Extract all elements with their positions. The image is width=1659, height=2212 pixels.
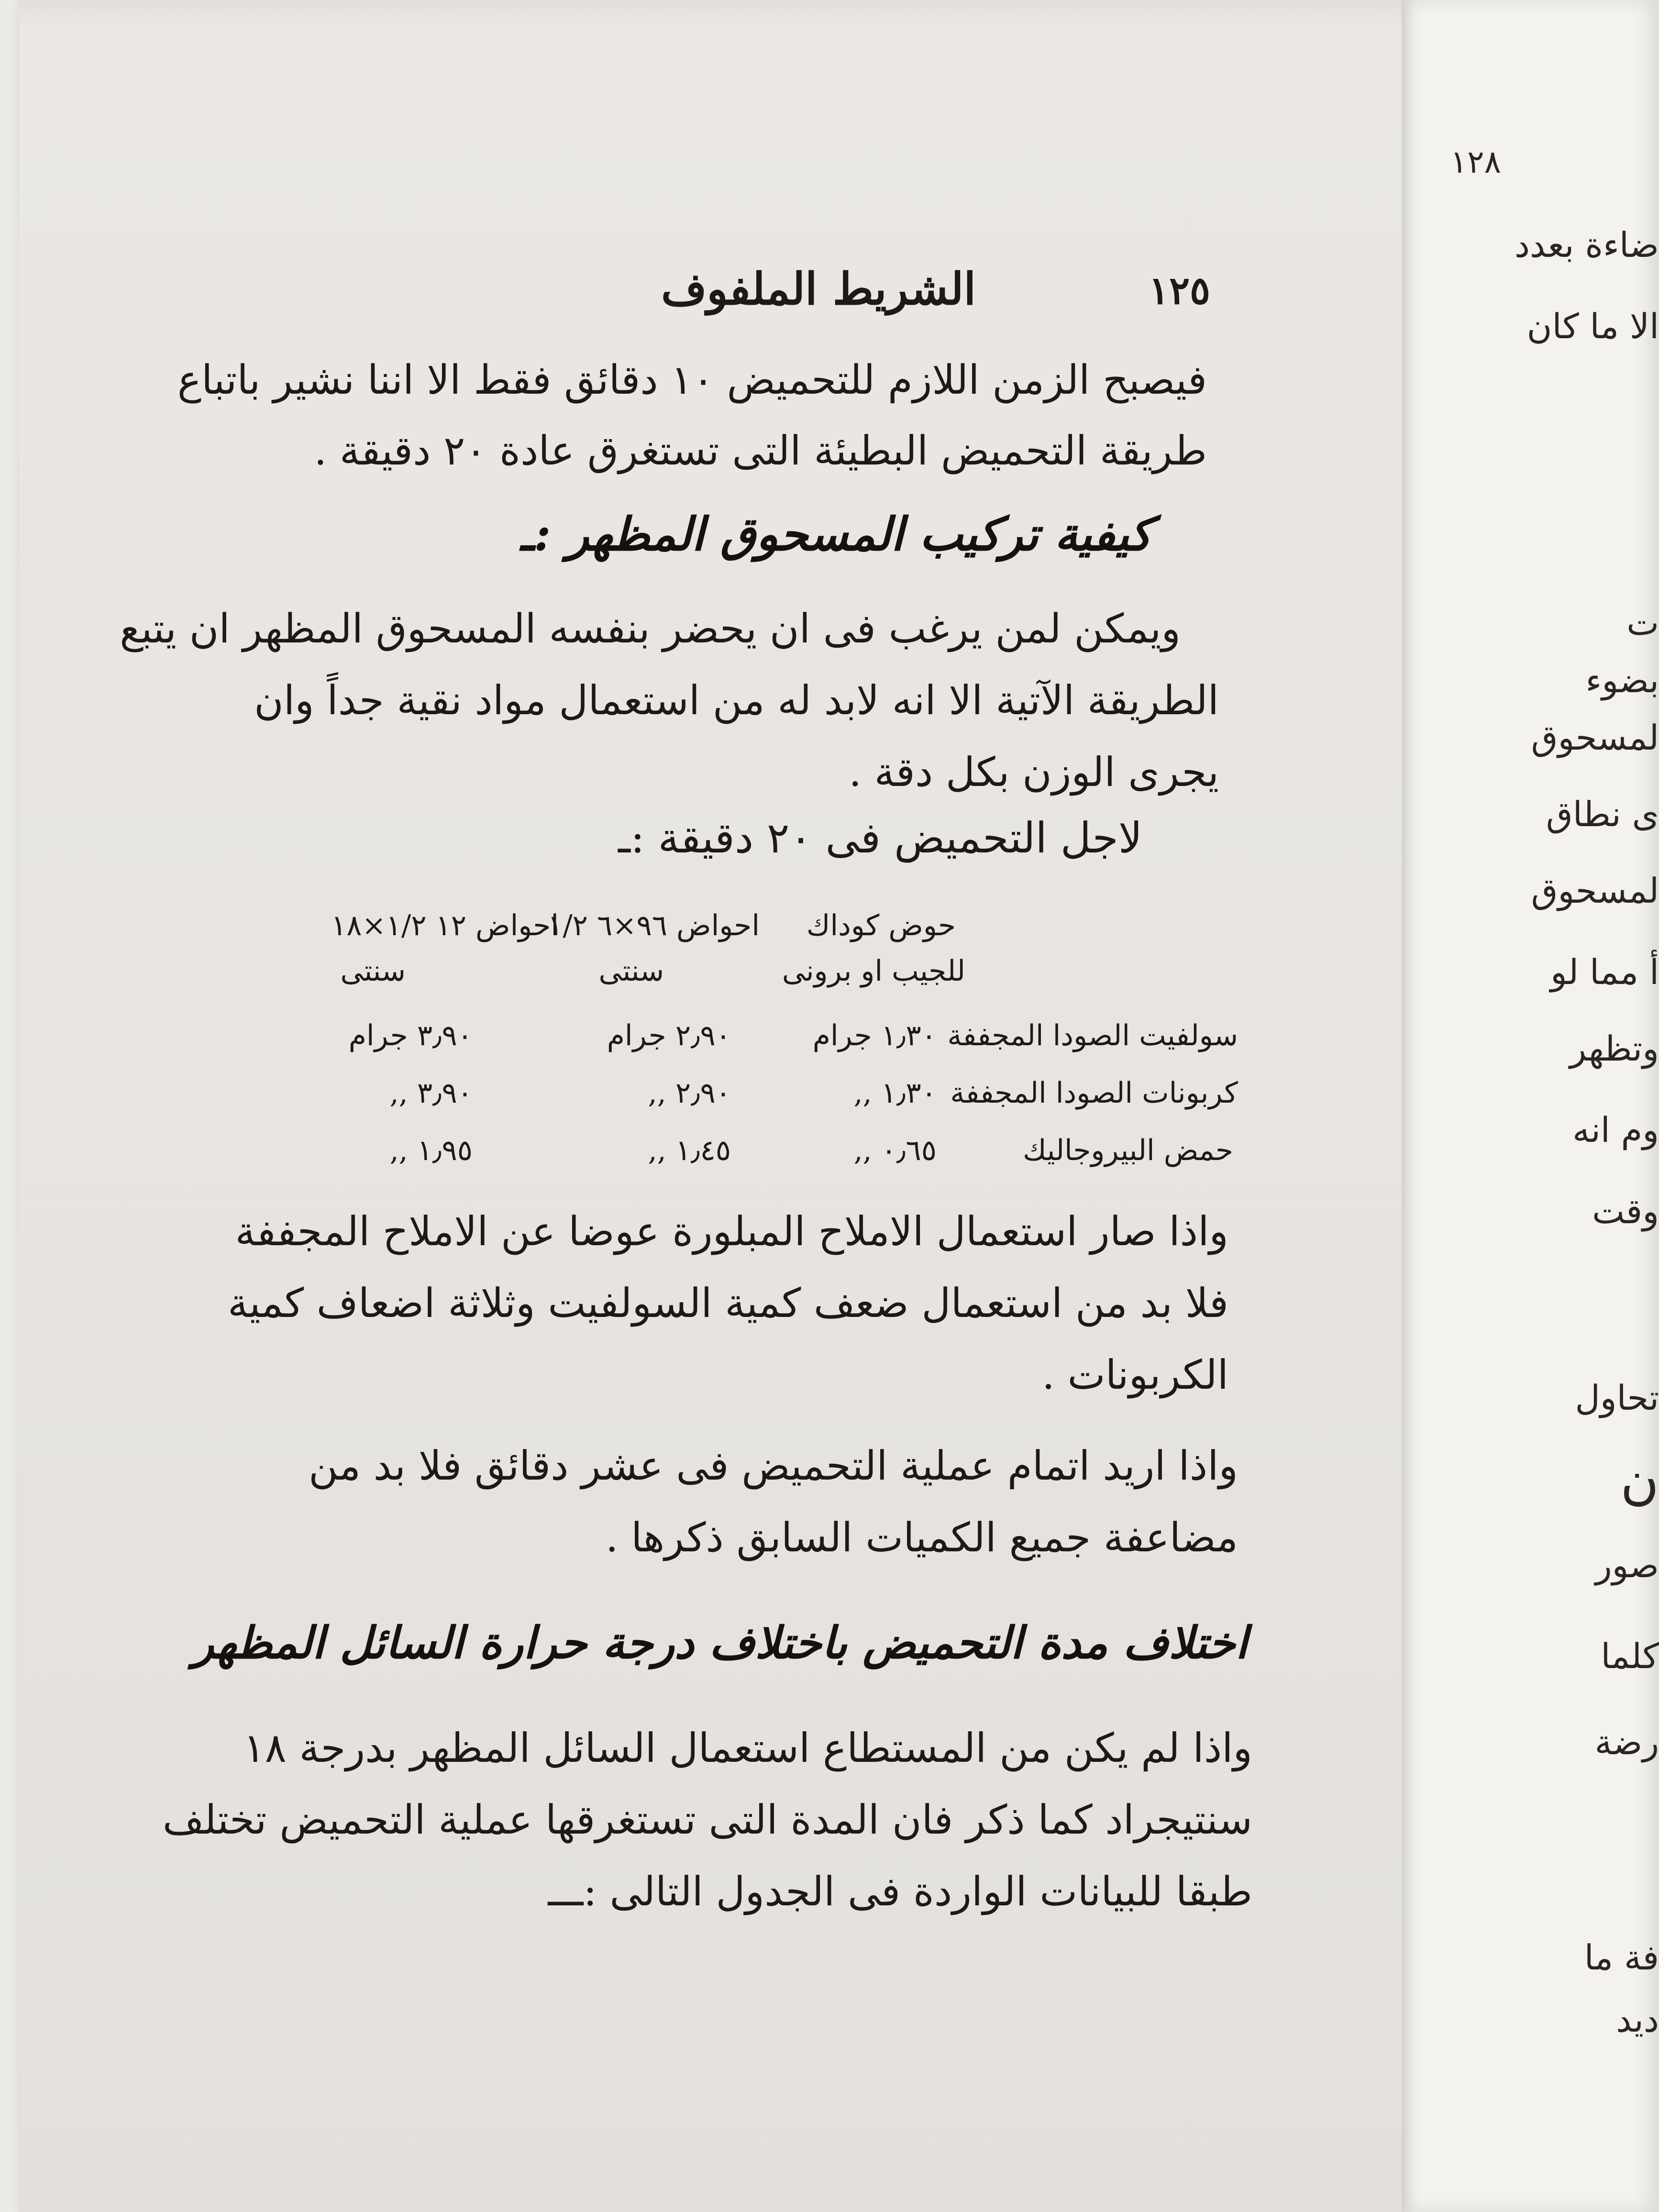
intro-line: طريقة التحميض البطيئة التى تستغرق عادة ٢٠ دقيقة . <box>314 427 1207 474</box>
right-page-fragment: رضة <box>1594 1722 1659 1762</box>
page-number: ١٢٥ <box>1149 268 1210 313</box>
right-page-fragment: بضوء <box>1585 660 1659 700</box>
section-heading: كيفية تركيب المسحوق المظهر :ـ <box>520 507 1152 561</box>
right-page-fragment: صور <box>1595 1545 1659 1585</box>
table-row-label: حمض البيروجاليك <box>1023 1134 1233 1167</box>
section2-line: سنتيجراد كما ذكر فان المدة التى تستغرقها عملية التحميض تختلف <box>162 1796 1252 1843</box>
right-page-fragment: وتظهر <box>1570 1029 1659 1069</box>
table-column-subheader: سنتى <box>598 954 664 988</box>
table-cell: ٢٫٩٠ ,, <box>648 1076 731 1110</box>
right-page-fragment: ى نطاق <box>1546 794 1659 834</box>
table-cell: ٣٫٩٠ جرام <box>348 1019 473 1052</box>
right-page-fragment: الا ما كان <box>1526 306 1659 346</box>
right-page-fragment: أ مما لو <box>1550 952 1659 992</box>
table-cell: ١٫٤٥ ,, <box>648 1134 731 1167</box>
table-caption: لاجل التحميض فى ٢٠ دقيقة :ـ <box>618 813 1142 863</box>
table-row-label: كربونات الصودا المجففة <box>950 1076 1238 1110</box>
table-cell: ١٫٣٠ ,, <box>853 1076 937 1110</box>
running-title: الشريط الملفوف <box>661 263 976 315</box>
right-page-fragment: لمسحوق <box>1531 871 1659 911</box>
intro-line: فيصبح الزمن اللازم للتحميض ١٠ دقائق فقط الا اننا نشير باتباع <box>177 356 1207 403</box>
crystal-line: الكربونات . <box>1042 1351 1228 1398</box>
table-column-subheader: للجيب او برونى <box>782 954 965 988</box>
right-page-fragment: ديد <box>1616 2000 1659 2040</box>
right-page-fragment: ن <box>1620 1449 1659 1511</box>
crystal-line: فلا بد من استعمال ضعف كمية السولفيت وثلاثة اضعاف كمية <box>228 1280 1228 1327</box>
right-page-fragment: ضاءة بعدد <box>1514 225 1659 265</box>
section2-line: طبقا للبيانات الواردة فى الجدول التالى :ـــ <box>548 1868 1252 1915</box>
section2-line: واذا لم يكن من المستطاع استعمال السائل المظهر بدرجة ١٨ <box>243 1725 1252 1771</box>
section1-line: يجرى الوزن بكل دقة . <box>849 749 1219 796</box>
table-cell: ٢٫٩٠ جرام <box>607 1019 731 1052</box>
section1-line: ويمكن لمن يرغب فى ان يحضر بنفسه المسحوق المظهر ان يتبع <box>120 605 1181 652</box>
table-cell: ٠٫٦٥ ,, <box>853 1134 937 1167</box>
page-shadow <box>19 0 1402 29</box>
right-page-number: ١٢٨ <box>1450 144 1501 180</box>
ten-minute-line: مضاعفة جميع الكميات السابق ذكرها . <box>605 1514 1238 1561</box>
section1-line: الطريقة الآتية الا انه لابد له من استعمال مواد نقية جداً وان <box>254 677 1219 724</box>
table-cell: ١٫٣٠ جرام <box>812 1019 937 1052</box>
table-column-header: حوض كوداك <box>806 909 956 942</box>
table-cell: ٣٫٩٠ ,, <box>389 1076 473 1110</box>
table-cell: ١٫٩٥ ,, <box>389 1134 473 1167</box>
right-page-fragment: تحاول <box>1575 1378 1659 1418</box>
table-column-header: احواض ١٢ ١/٢×١٨ <box>331 909 559 942</box>
right-page-fragment: ت <box>1626 603 1659 643</box>
right-page-fragment: فة ما <box>1584 1937 1659 1978</box>
table-row-label: سولفيت الصودا المجففة <box>947 1019 1238 1052</box>
crystal-line: واذا صار استعمال الاملاح المبلورة عوضا عن الاملاح المجففة <box>235 1208 1228 1255</box>
ten-minute-line: واذا اريد اتمام عملية التحميض فى عشر دقائق فلا بد من <box>309 1442 1238 1489</box>
section-heading: اختلاف مدة التحميض باختلاف درجة حرارة السائل المظهر <box>192 1617 1248 1669</box>
table-column-header: احواض ٩٦×٦ ١/٢ <box>547 909 760 942</box>
right-page-fragment: لمسحوق <box>1531 718 1659 758</box>
right-page-fragment: وقت <box>1592 1191 1659 1231</box>
right-page-fragment: وم انه <box>1572 1110 1659 1150</box>
page-header <box>612 263 1210 321</box>
table-column-subheader: سنتى <box>340 954 406 988</box>
right-page-fragment: كلما <box>1601 1636 1659 1676</box>
right-page <box>1387 0 1659 2212</box>
